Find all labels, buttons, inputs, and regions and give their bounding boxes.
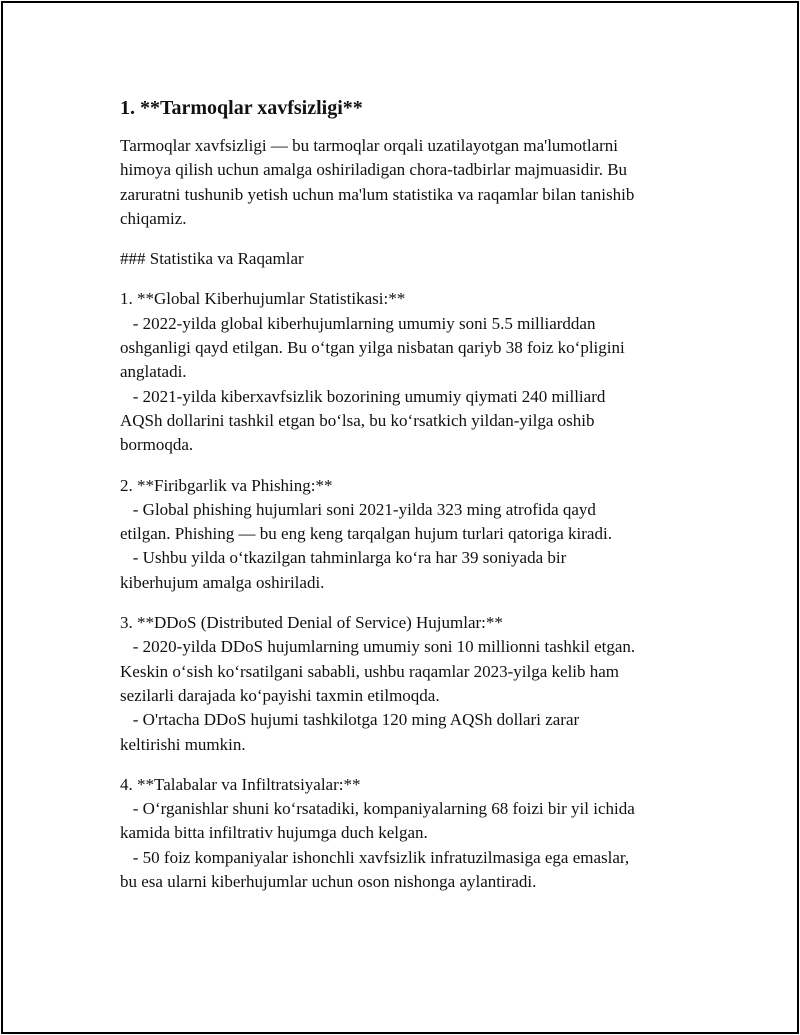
document-body: [120, 95, 690, 894]
section-global-cyberattacks: 1. **Global Kiberhujumlar Statistikasi:** - 2022-yilda global kiberhujumlarning umumiy soni 5.5 milliarddan oshganligi qayd etilgan. Bu o‘tgan yilga nisbatan qariyb 38 foiz ko‘pligini anglatadi. - 2021-yilda kiberxavfsizlik bozorining umumiy qiymati 240 milliard AQSh dollarini tashkil etgan bo‘lsa, bu ko‘rsatkich yildan-yilga oshib bormoqda.: [120, 289, 625, 455]
document-title: 1. **Tarmoqlar xavfsizligi**: [120, 97, 363, 119]
section-ddos: 3. **DDoS (Distributed Denial of Service) Hujumlar:** - 2020-yilda DDoS hujumlarning umumiy soni 10 millionni tashkil etgan. Keskin o‘sish ko‘rsatilgani sababli, ushbu raqamlar 2023-yilga kelib ham sezilarli darajada ko‘payishi taxmin etilmoqda. - O'rtacha DDoS hujumi tashkilotga 120 ming AQSh dollari zarar keltirishi mumkin.: [120, 613, 636, 754]
section-infiltrations: 4. **Talabalar va Infiltratsiyalar:** - O‘rganishlar shuni ko‘rsatadiki, kompaniyalarning 68 foizi bir yil ichida kamida bitta infiltrativ hujumga duch kelgan. - 50 foiz kompaniyalar ishonchli xavfsizlik infratuzilmasiga ega emaslar, bu esa ularni kiberhujumlar uchun oson nishonga aylantiradi.: [120, 774, 635, 892]
document-page: [1, 1, 799, 1034]
intro-paragraph: Tarmoqlar xavfsizligi — bu tarmoqlar orqali uzatilayotgan ma'lumotlarni himoya qilish uchun amalga oshiriladigan chora-tadbirlar majmuasidir. Bu zaruratni tushunib yetish uchun ma'lum statistika va raqamlar bilan tanishib chiqamiz.: [120, 136, 635, 228]
section-phishing: 2. **Firibgarlik va Phishing:** - Global phishing hujumlari soni 2021-yilda 323 ming atrofida qayd etilgan. Phishing — bu eng keng tarqalgan hujum turlari qatoriga kiradi. - Ushbu yilda o‘tkazilgan tahminlarga ko‘ra har 39 soniyada bir kiberhujum amalga oshiriladi.: [120, 475, 612, 592]
section-subheading: ### Statistika va Raqamlar: [120, 249, 304, 269]
